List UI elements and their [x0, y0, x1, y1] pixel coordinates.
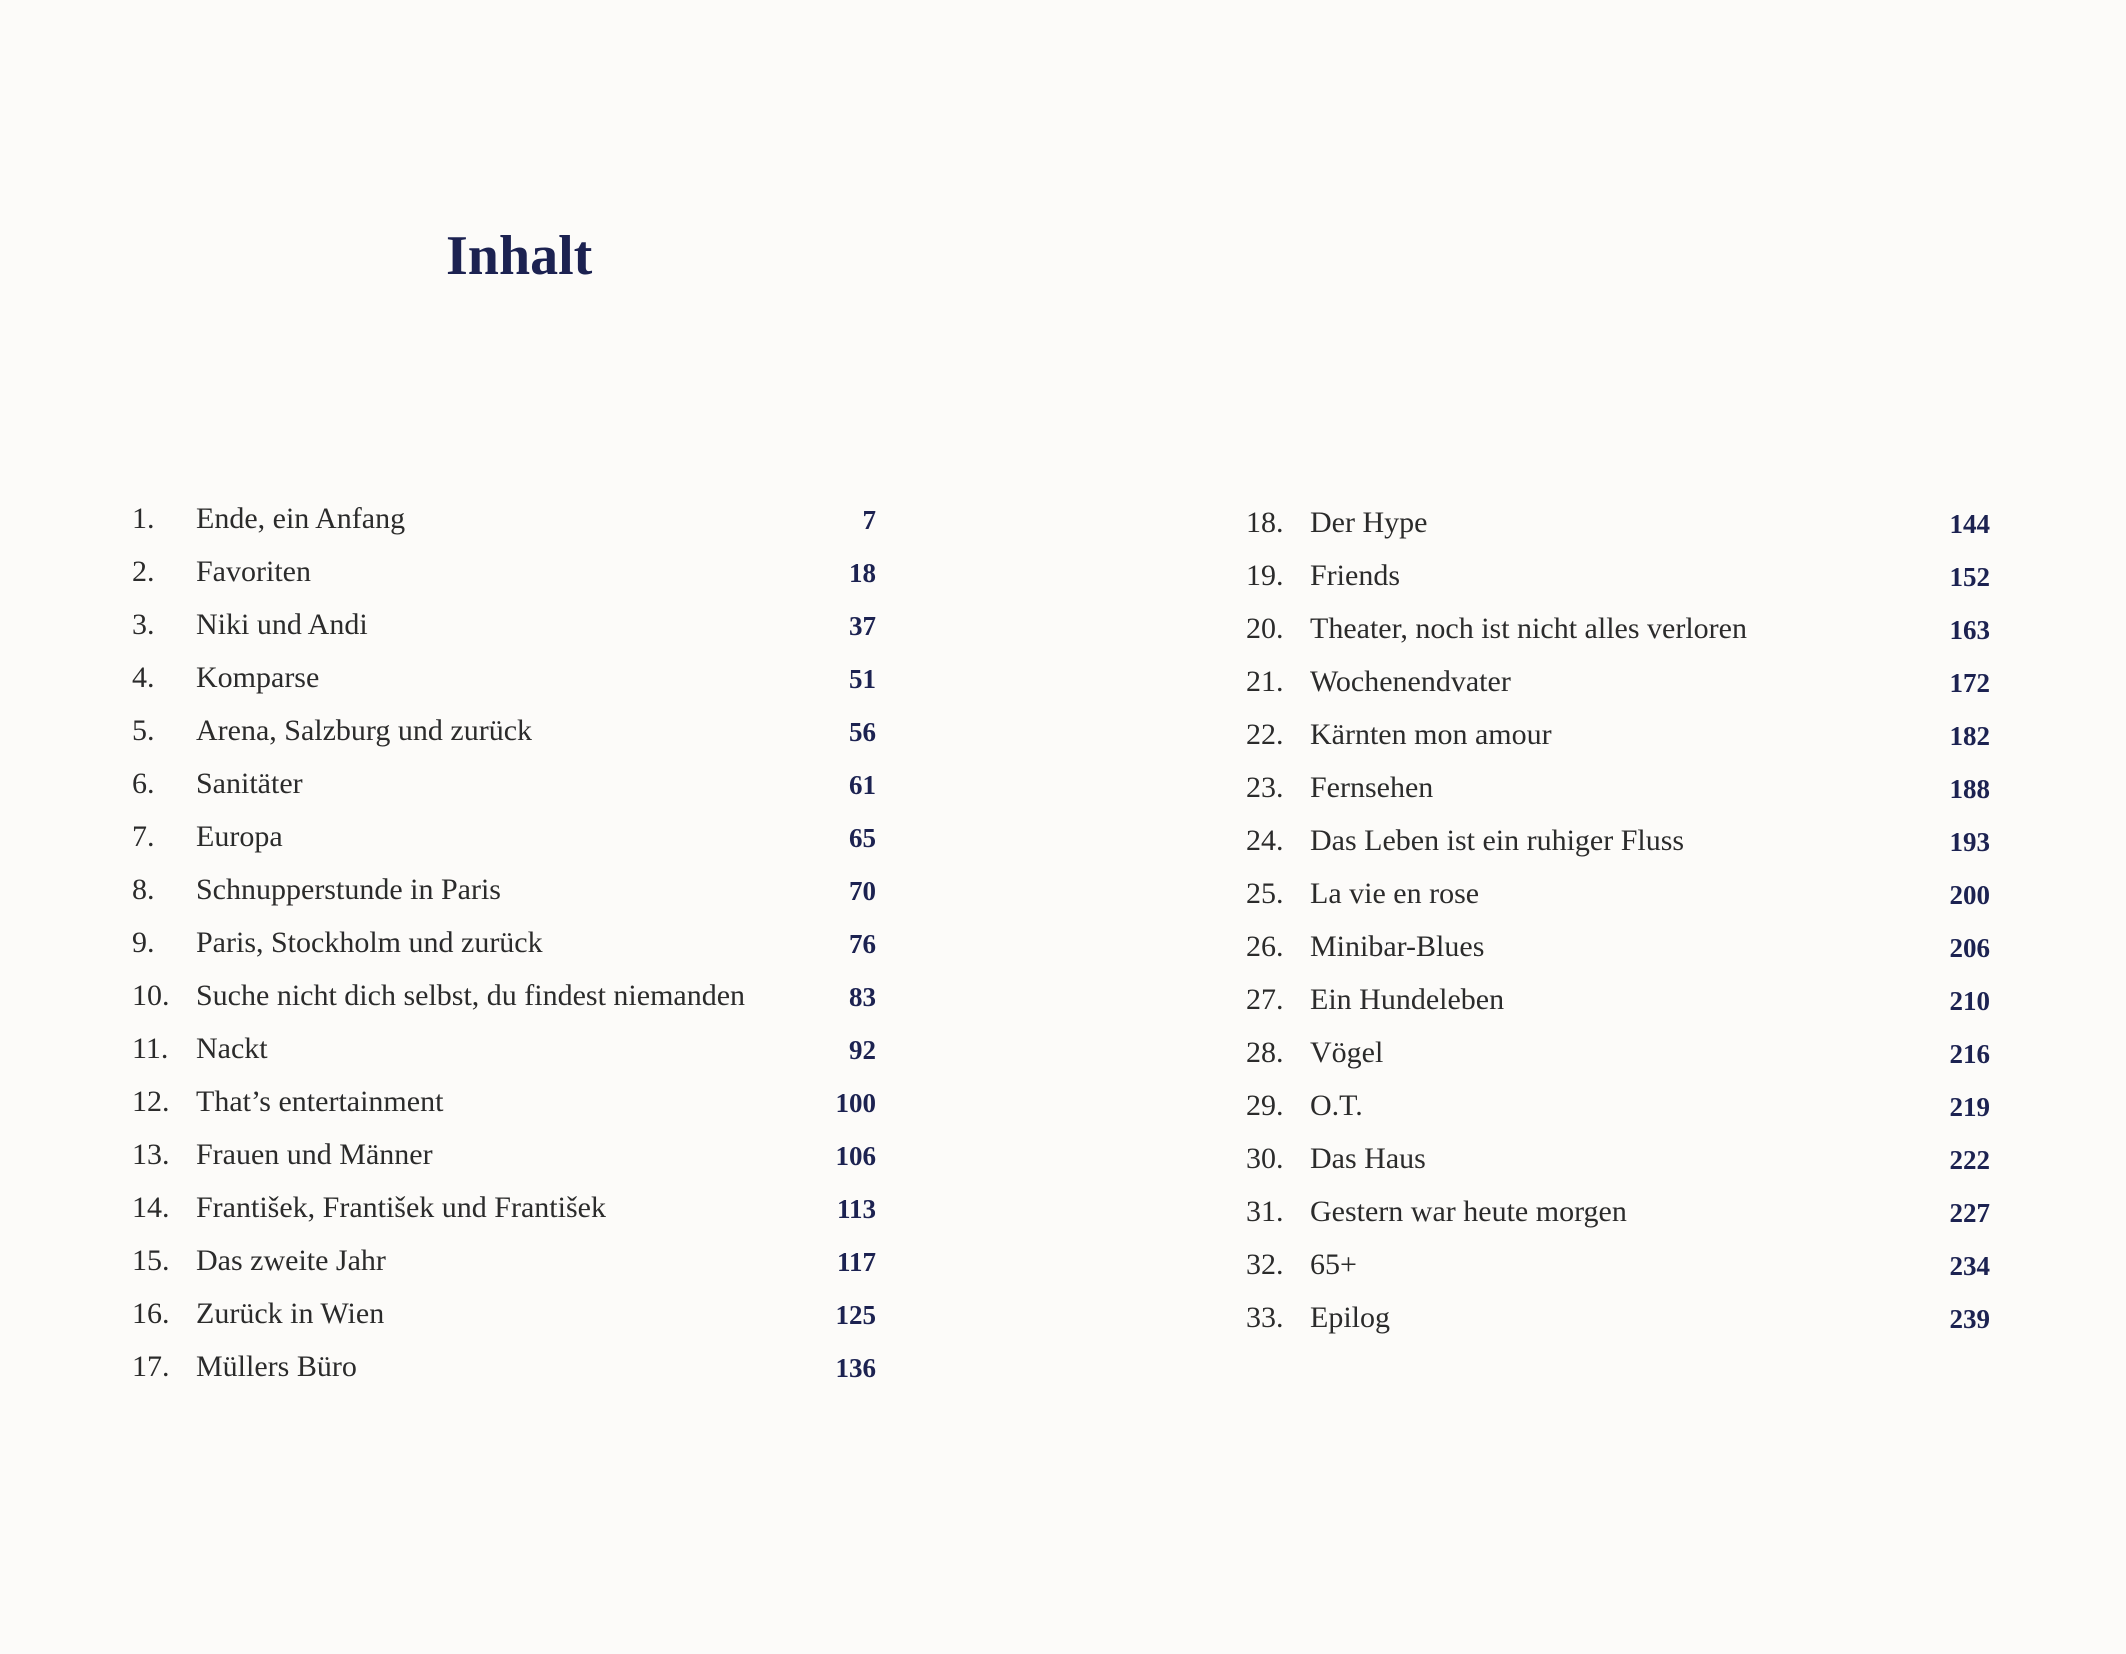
chapter-number: 11. — [132, 1032, 169, 1065]
chapter-number: 10. — [132, 979, 170, 1012]
chapter-title: Epilog — [1310, 1301, 1390, 1334]
page-number: 100 — [835, 1088, 876, 1118]
toc-entry — [1246, 1026, 1990, 1079]
chapter-number: 22. — [1246, 718, 1284, 751]
toc-entry — [1246, 814, 1990, 867]
toc-entry — [132, 916, 876, 969]
page-number: 51 — [849, 664, 876, 694]
chapter-title: Favoriten — [196, 555, 311, 588]
page-number: 152 — [1949, 562, 1990, 592]
page-number: 239 — [1949, 1304, 1990, 1334]
chapter-number: 18. — [1246, 506, 1284, 539]
chapter-title: Zurück in Wien — [196, 1297, 385, 1330]
toc-entry — [132, 1075, 876, 1128]
page-number: 193 — [1949, 827, 1990, 857]
chapter-number: 7. — [132, 820, 155, 853]
toc-entry — [132, 969, 876, 1022]
chapter-title: 65+ — [1310, 1248, 1357, 1281]
chapter-number: 29. — [1246, 1089, 1284, 1122]
chapter-number: 12. — [132, 1085, 170, 1118]
chapter-title: Wochenendvater — [1310, 665, 1511, 698]
toc-entry — [1246, 1132, 1990, 1185]
toc-entry — [1246, 549, 1990, 602]
chapter-title: Niki und Andi — [196, 608, 368, 641]
chapter-number: 28. — [1246, 1036, 1284, 1069]
toc-entry — [1246, 1291, 1990, 1344]
page-number: 206 — [1949, 933, 1990, 963]
chapter-number: 26. — [1246, 930, 1284, 963]
chapter-title: Das Leben ist ein ruhiger Fluss — [1310, 824, 1685, 857]
page-number: 222 — [1949, 1145, 1990, 1175]
toc-entry — [1246, 1185, 1990, 1238]
page-number: 200 — [1949, 880, 1990, 910]
chapter-number: 14. — [132, 1191, 170, 1224]
chapter-number: 20. — [1246, 612, 1284, 645]
chapter-number: 21. — [1246, 665, 1284, 698]
chapter-title: Minibar-Blues — [1310, 930, 1485, 963]
toc-entry — [1246, 867, 1990, 920]
toc-entry — [132, 1022, 876, 1075]
chapter-title: Europa — [196, 820, 283, 853]
page-number: 163 — [1949, 615, 1990, 645]
chapter-number: 4. — [132, 661, 155, 694]
page-number: 125 — [835, 1300, 876, 1330]
toc-entry — [132, 1181, 876, 1234]
chapter-title: Suche nicht dich selbst, du findest niemanden — [196, 979, 746, 1012]
chapter-title: František, František und František — [196, 1191, 606, 1224]
toc-entry — [1246, 761, 1990, 814]
chapter-title: Müllers Büro — [196, 1350, 357, 1383]
chapter-number: 8. — [132, 873, 155, 906]
chapter-number: 15. — [132, 1244, 170, 1277]
chapter-title: Ein Hundeleben — [1310, 983, 1505, 1016]
toc-entry — [132, 757, 876, 810]
page-number: 188 — [1949, 774, 1990, 804]
chapter-number: 25. — [1246, 877, 1284, 910]
chapter-number: 9. — [132, 926, 155, 959]
page-number: 70 — [849, 876, 876, 906]
page-number: 144 — [1949, 509, 1990, 539]
toc-entry — [132, 1340, 876, 1393]
page-number: 117 — [836, 1247, 876, 1277]
page-number: 37 — [849, 611, 876, 641]
chapter-number: 30. — [1246, 1142, 1284, 1175]
chapter-title: Das Haus — [1310, 1142, 1426, 1175]
toc-entry — [1246, 1079, 1990, 1132]
chapter-title: Fernsehen — [1310, 771, 1434, 804]
page-number: 113 — [836, 1194, 876, 1224]
toc-entry — [132, 863, 876, 916]
toc-entry — [1246, 655, 1990, 708]
toc-entry — [1246, 920, 1990, 973]
toc-entry — [1246, 973, 1990, 1026]
chapter-title: Der Hype — [1310, 506, 1428, 539]
toc-entry — [1246, 1238, 1990, 1291]
page-number: 65 — [849, 823, 876, 853]
page-number: 7 — [862, 505, 876, 535]
chapter-title: Arena, Salzburg und zurück — [196, 714, 533, 747]
chapter-number: 3. — [132, 608, 155, 641]
chapter-number: 23. — [1246, 771, 1284, 804]
chapter-number: 33. — [1246, 1301, 1284, 1334]
chapter-title: Ende, ein Anfang — [196, 502, 406, 535]
chapter-number: 24. — [1246, 824, 1284, 857]
toc-entry — [132, 651, 876, 704]
page-number: 172 — [1949, 668, 1990, 698]
chapter-title: Sanitäter — [196, 767, 303, 800]
chapter-title: Theater, noch ist nicht alles verloren — [1310, 612, 1747, 645]
chapter-title: Schnupperstunde in Paris — [196, 873, 501, 906]
toc-entry — [132, 1234, 876, 1287]
chapter-title: Friends — [1310, 559, 1400, 592]
page-number: 210 — [1949, 986, 1990, 1016]
chapter-title: Kärnten mon amour — [1310, 718, 1552, 751]
chapter-title: Nackt — [196, 1032, 268, 1065]
page-number: 234 — [1949, 1251, 1990, 1281]
chapter-number: 27. — [1246, 983, 1284, 1016]
chapter-number: 19. — [1246, 559, 1284, 592]
page-number: 76 — [849, 929, 876, 959]
toc-entry — [132, 704, 876, 757]
chapter-number: 16. — [132, 1297, 170, 1330]
chapter-number: 5. — [132, 714, 155, 747]
chapter-title: La vie en rose — [1310, 877, 1480, 910]
chapter-number: 17. — [132, 1350, 170, 1383]
toc-entry — [132, 492, 876, 545]
toc-entry — [132, 598, 876, 651]
page-number: 61 — [849, 770, 876, 800]
page-number: 227 — [1949, 1198, 1990, 1228]
chapter-title: Gestern war heute morgen — [1310, 1195, 1627, 1228]
page-number: 106 — [835, 1141, 876, 1171]
chapter-number: 31. — [1246, 1195, 1284, 1228]
page-number: 92 — [849, 1035, 876, 1065]
chapter-title: Das zweite Jahr — [196, 1244, 386, 1277]
page-number: 18 — [849, 558, 876, 588]
page-number: 136 — [835, 1353, 876, 1383]
toc-entry — [132, 545, 876, 598]
toc-column-left — [132, 492, 876, 1393]
toc-column-right — [1246, 496, 1990, 1344]
toc-entry — [1246, 602, 1990, 655]
toc-entry — [1246, 496, 1990, 549]
chapter-title: Paris, Stockholm und zurück — [196, 926, 543, 959]
toc-entry — [132, 810, 876, 863]
chapter-number: 1. — [132, 502, 155, 535]
chapter-number: 2. — [132, 555, 155, 588]
chapter-number: 6. — [132, 767, 155, 800]
page-number: 182 — [1949, 721, 1990, 751]
chapter-title: O.T. — [1310, 1089, 1363, 1122]
chapter-title: Komparse — [196, 661, 320, 694]
page-title: Inhalt — [446, 225, 593, 287]
page-number: 56 — [849, 717, 876, 747]
chapter-title: That’s entertainment — [196, 1085, 444, 1118]
toc-entry — [132, 1128, 876, 1181]
chapter-number: 13. — [132, 1138, 170, 1171]
page-number: 216 — [1949, 1039, 1990, 1069]
page-number: 83 — [849, 982, 876, 1012]
chapter-title: Frauen und Männer — [196, 1138, 433, 1171]
chapter-number: 32. — [1246, 1248, 1284, 1281]
page-number: 219 — [1949, 1092, 1990, 1122]
toc-entry — [1246, 708, 1990, 761]
toc-entry — [132, 1287, 876, 1340]
chapter-title: Vögel — [1310, 1036, 1384, 1069]
